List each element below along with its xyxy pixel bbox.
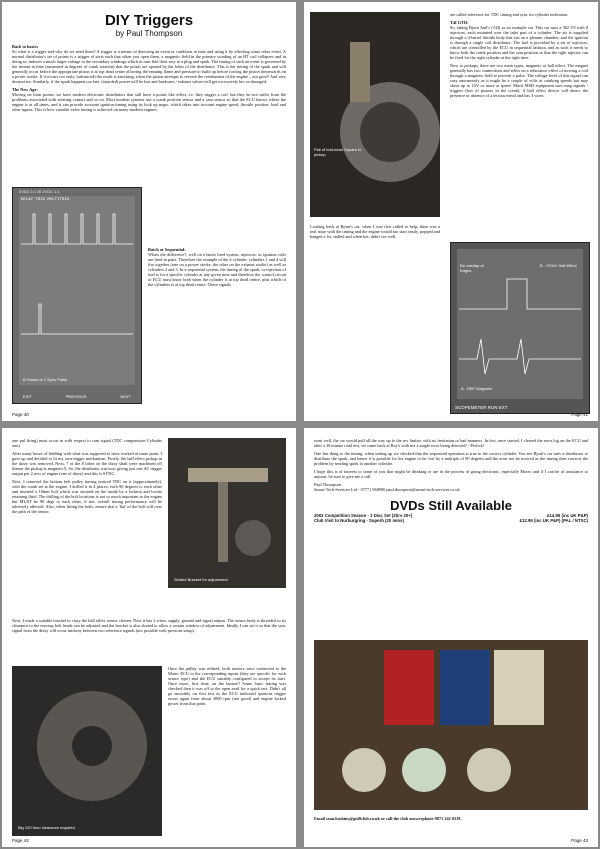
para-bracket: Next, I made a suitable bracket to carry the hall effect sensor chosen. Note it has 3 wires, supply, ground and signal output. The sensor body is threaded so its clearance to the moving bolt heads can be adjusted and the bracket is also slotted to allow a certain window of adjustment. Ideally I can set it so that the sync signal from the dizzy will occur midway between two reference signals (not possible with previous setup). [12, 618, 286, 633]
dvd-product-name: Club Visit to Nurburgring - Superb (20 mins) [314, 518, 404, 523]
para-looking-back: Looking back at Bjorn's car, when I was first called to help, there was a real issue with the timing and the engine would not start easily, popped and banged a lot, stalled and when hot, didn't rev well. [310, 224, 440, 239]
para-hope: I hope this is of interest to some of you that might be thinking or are in the process of going electronic, especially Motec and if I can be of assistance to anyone, be sure to give me a call. [314, 469, 588, 479]
dvd-product-price: £14.95 (inc UK P&P) [547, 513, 588, 518]
heading-tgtd: T4I GTD: [450, 20, 469, 25]
para-new-age: Moving on from points, we have modern electronic distributors that still have a points like effect, i.e. they trigger a coil, but they do not suffer from the problems associated with wearing contact and so on. Most modern systems use a crank position sensor and a cam sensor so that the ECU knows where the engine is at all times, and it can provide accurate ignition timing using its look up maps, which takes into account engine speed, throttle position, load and other inputs. This is how variable valve timing is achieved on many modern engines. [12, 92, 286, 112]
article-byline: by Paul Thompson [115, 29, 183, 38]
pulley-photo [12, 666, 162, 836]
para-reference: are called reference for TDC timing and sync for cylinder indication. [450, 12, 569, 17]
scope-next-button: NEXT [120, 394, 131, 399]
para-back-to-basics: So what is a trigger and why do we need them? A trigger is a means of detecting an event or condition in time and using it by effecting some other event. A normal distributor's set of points is a trigger of sorts each that when you open them, a magnetic field in the primary winding of an HT coil collapses and in doing so, induces a much larger voltage in the secondary windings which in turn find their way to a plug and spark. The timing of such an event is governed by the instant in time (measured in degrees of crank rotation) that the points are opened by the lobes of the distributor. This is the timing of the spark and will generally occur before the appropriate piston is at top dead centre allowing the ensuing flame and pressure to build up before forcing the piston downwards on a power stroke. If it occurs too early, (advanced) the result is knocking, when the piston attempts to reverse the combustion of the engine – not good! And very destructive. Similarly, if the spark happens too late, (retarded) power will be lost and hardware / exhaust valves will get excessively hot or damaged. [12, 49, 286, 84]
scope-bottom-bar: SCOPEMETER RUN EXT [455, 405, 508, 410]
dvd-product-row [314, 518, 588, 523]
oscilloscope-screenshot-2 [450, 242, 590, 414]
article-title: DIY Triggers [104, 12, 194, 29]
signoff-contact: Smart-Tech-Services Ltd - 07771 968090 paul.thompson@smart-tech-services.co.uk [314, 487, 460, 492]
para-last-thing: One last thing to the timing, when setting up we checked that the sequential operation is true to the correct cylinder. You see Bjorn's car uses a distributor to distribute the spark, and hence it is possible for the engine to be 'out' by a multiple of 90 degrees and the error not be noticed as the timing then corrects the problem by sending spark to another cylinder. [314, 451, 588, 466]
para-after: After many hours of fiddling with what was supposed to have worked at some point, I gave up and decided to fit my own trigger mechanism. Firstly, the hall effect pickup in the dizzy was removed. Next, 7 of the 8 lobes on the dizzy shaft were machined off (hence the pickup is magnetic!). So, the distributor was now giving just one AC trigger output per 2 revs of engine (one of dizzy) and this is SYNC. [12, 451, 162, 476]
para-once: Once the pulley was refitted, both sensors were connected to the Motec ECU to the corresponding inputs (they are specific for each sensor type) and the ECU suitably configured to accept its start. Once more, first time, on the button!! Some basic timing was checked then it was off to the open road for a quick test. Didn't all go smoothly on first test as the ECU indicated spurious trigger errors again from about 3000 rpm (not good) and engine kicked power from that point. [168, 666, 286, 706]
photo-caption-clearance: Big 120 thou clearance required [18, 825, 75, 830]
oscilloscope-screenshot [12, 187, 142, 404]
scope-waveform [19, 204, 135, 389]
sensor-photo [310, 12, 440, 217]
pulley-illustration [12, 666, 162, 836]
para-pickups: Now to pickups, there are two main types, magnetic or hall effect. The magnet generally has two connections and relies on a reluctance effect of moving a coil through a magnetic field to provide a pulse. The voltage level of this signal can vary enormously as it might be a couple of volts at cranking speeds but may shoot up to 10V or more at speed. Much MSD equipment uses mag signals / triggers (lots of pistons in the crank). A hall effect device will detect the presence or absence of a ferrous metal and has 3 wires. [450, 63, 588, 98]
page-41 [304, 2, 598, 421]
scope-label-no-overlap: No overlap of Edges [460, 263, 484, 273]
dvd-order-line: Email sean.hoskins@gt40club.co.uk or call the club answerphone 0871 242 0219. [314, 816, 462, 821]
para-went-well: went well, the car would pull all the way up to the rev limiter, with no hesitation or bad manners. In fact, once started, I cleared the error log on the ECU and after a 30 minute road test, we came back at Roy's with not a single error being detected! - Perfick! [314, 438, 588, 448]
dvd-product-price: £12.95 (inc UK P&P) (PAL / NTSC) [519, 518, 588, 523]
scope-caption: 6 Pulses to 1 Sync Pulse [23, 377, 68, 382]
dvd-cases-illustration [314, 640, 588, 810]
scope-label-ref: A - REF Magnetic [461, 386, 493, 391]
dvd-photo [314, 640, 588, 810]
page-number: Page 40 [12, 412, 29, 417]
page-43 [304, 428, 598, 847]
para-batch: Whats the difference?, well on a batch fired system, injectors, or ignition coils are fired in pairs. Therefore the example of the 4 cylinder, cylinders 1 and 4 will fire together (one on a power stroke, the other on the exhaust stroke) as well as cylinders 2 and 3. In a sequential system, the timing of the spark, or injection of fuel is for a specific cylinder at any given time and therefore the control circuit or ECU must know both when the cylinder is at top dead centre, plus which of the cylinders is at top dead centre. These signals [148, 252, 286, 287]
bracket-photo [168, 438, 286, 588]
dvd-product-name: 2002 Competition Season - 2 Disc Set (2hrs 20+) [314, 513, 413, 518]
page-42 [2, 428, 296, 847]
para-next-pulley: Next, I removed the bottom belt pulley having noticed TDC on it (approximately), with the crank set at the engine, I drilled it in 4 places, each 90 degrees to each other and inserted a 10mm bolt which was secured on the inside by a locknut and loctite retaining fluid. The drilling of the bolt locations is not so much important to the engine but MUST be 90 degs to each other, if not, overall timing performance will be adversely affected. Also, when fitting the bolts, ensure that a 'flat' of the bolt will over the path of the sensor. [12, 479, 162, 514]
page-number: Page 42 [12, 838, 29, 843]
sensor-illustration [310, 12, 440, 217]
heading-new-age: The New Age: [12, 87, 38, 92]
scope-waveform-2 [457, 249, 583, 399]
scope-trigger-readout: DELAY TRIG MULTITRIG [21, 198, 70, 202]
para-tgtd: So, taking Bjorn Aml's (T4I) as an example car. This car runs a 302 V8 with 8 injectors, each mounted over the inlet port of a cylinder. The air is supplied through a 4-barrel throttle body that sits on a plenum chamber, and the ignition is through a single coil distributor. The fuel is provided by a set of injectors, which are controlled by the ECU in sequential fashion, and as such it needs to know both the crank position and the cam position so that the right injector can be fired for the right cylinder at the right time. [450, 25, 588, 60]
heading-batch: Batch or Sequential: [148, 247, 186, 252]
scope-label-sync: B - SYNC Hall Effect [540, 263, 577, 268]
page-40 [2, 2, 296, 421]
scope-exit-button: EXIT [23, 394, 32, 399]
photo-caption-slotted: Slotted Bracket for adjustment [174, 577, 228, 582]
photo-caption-flat: Flat of bolt-head Square to pickup [314, 147, 362, 157]
heading-back-to-basics: Back to basics [12, 44, 39, 49]
dvd-section-title: DVDs Still Available [390, 498, 512, 513]
bracket-illustration [168, 438, 286, 588]
signoff-name: Paul Thompson [314, 482, 342, 487]
page-number: Page 43 [571, 838, 588, 843]
scope-previous-button: PREVIOUS [65, 394, 87, 399]
scope-top-readout: 2VDC 1:1 BI 2VDC 1:1 [19, 189, 60, 194]
para-one-pulse: one pul firing) must occur in with respect to cam signal (TDC compression Cylinder one). [12, 438, 162, 448]
page-number: Page 41 [571, 412, 588, 417]
